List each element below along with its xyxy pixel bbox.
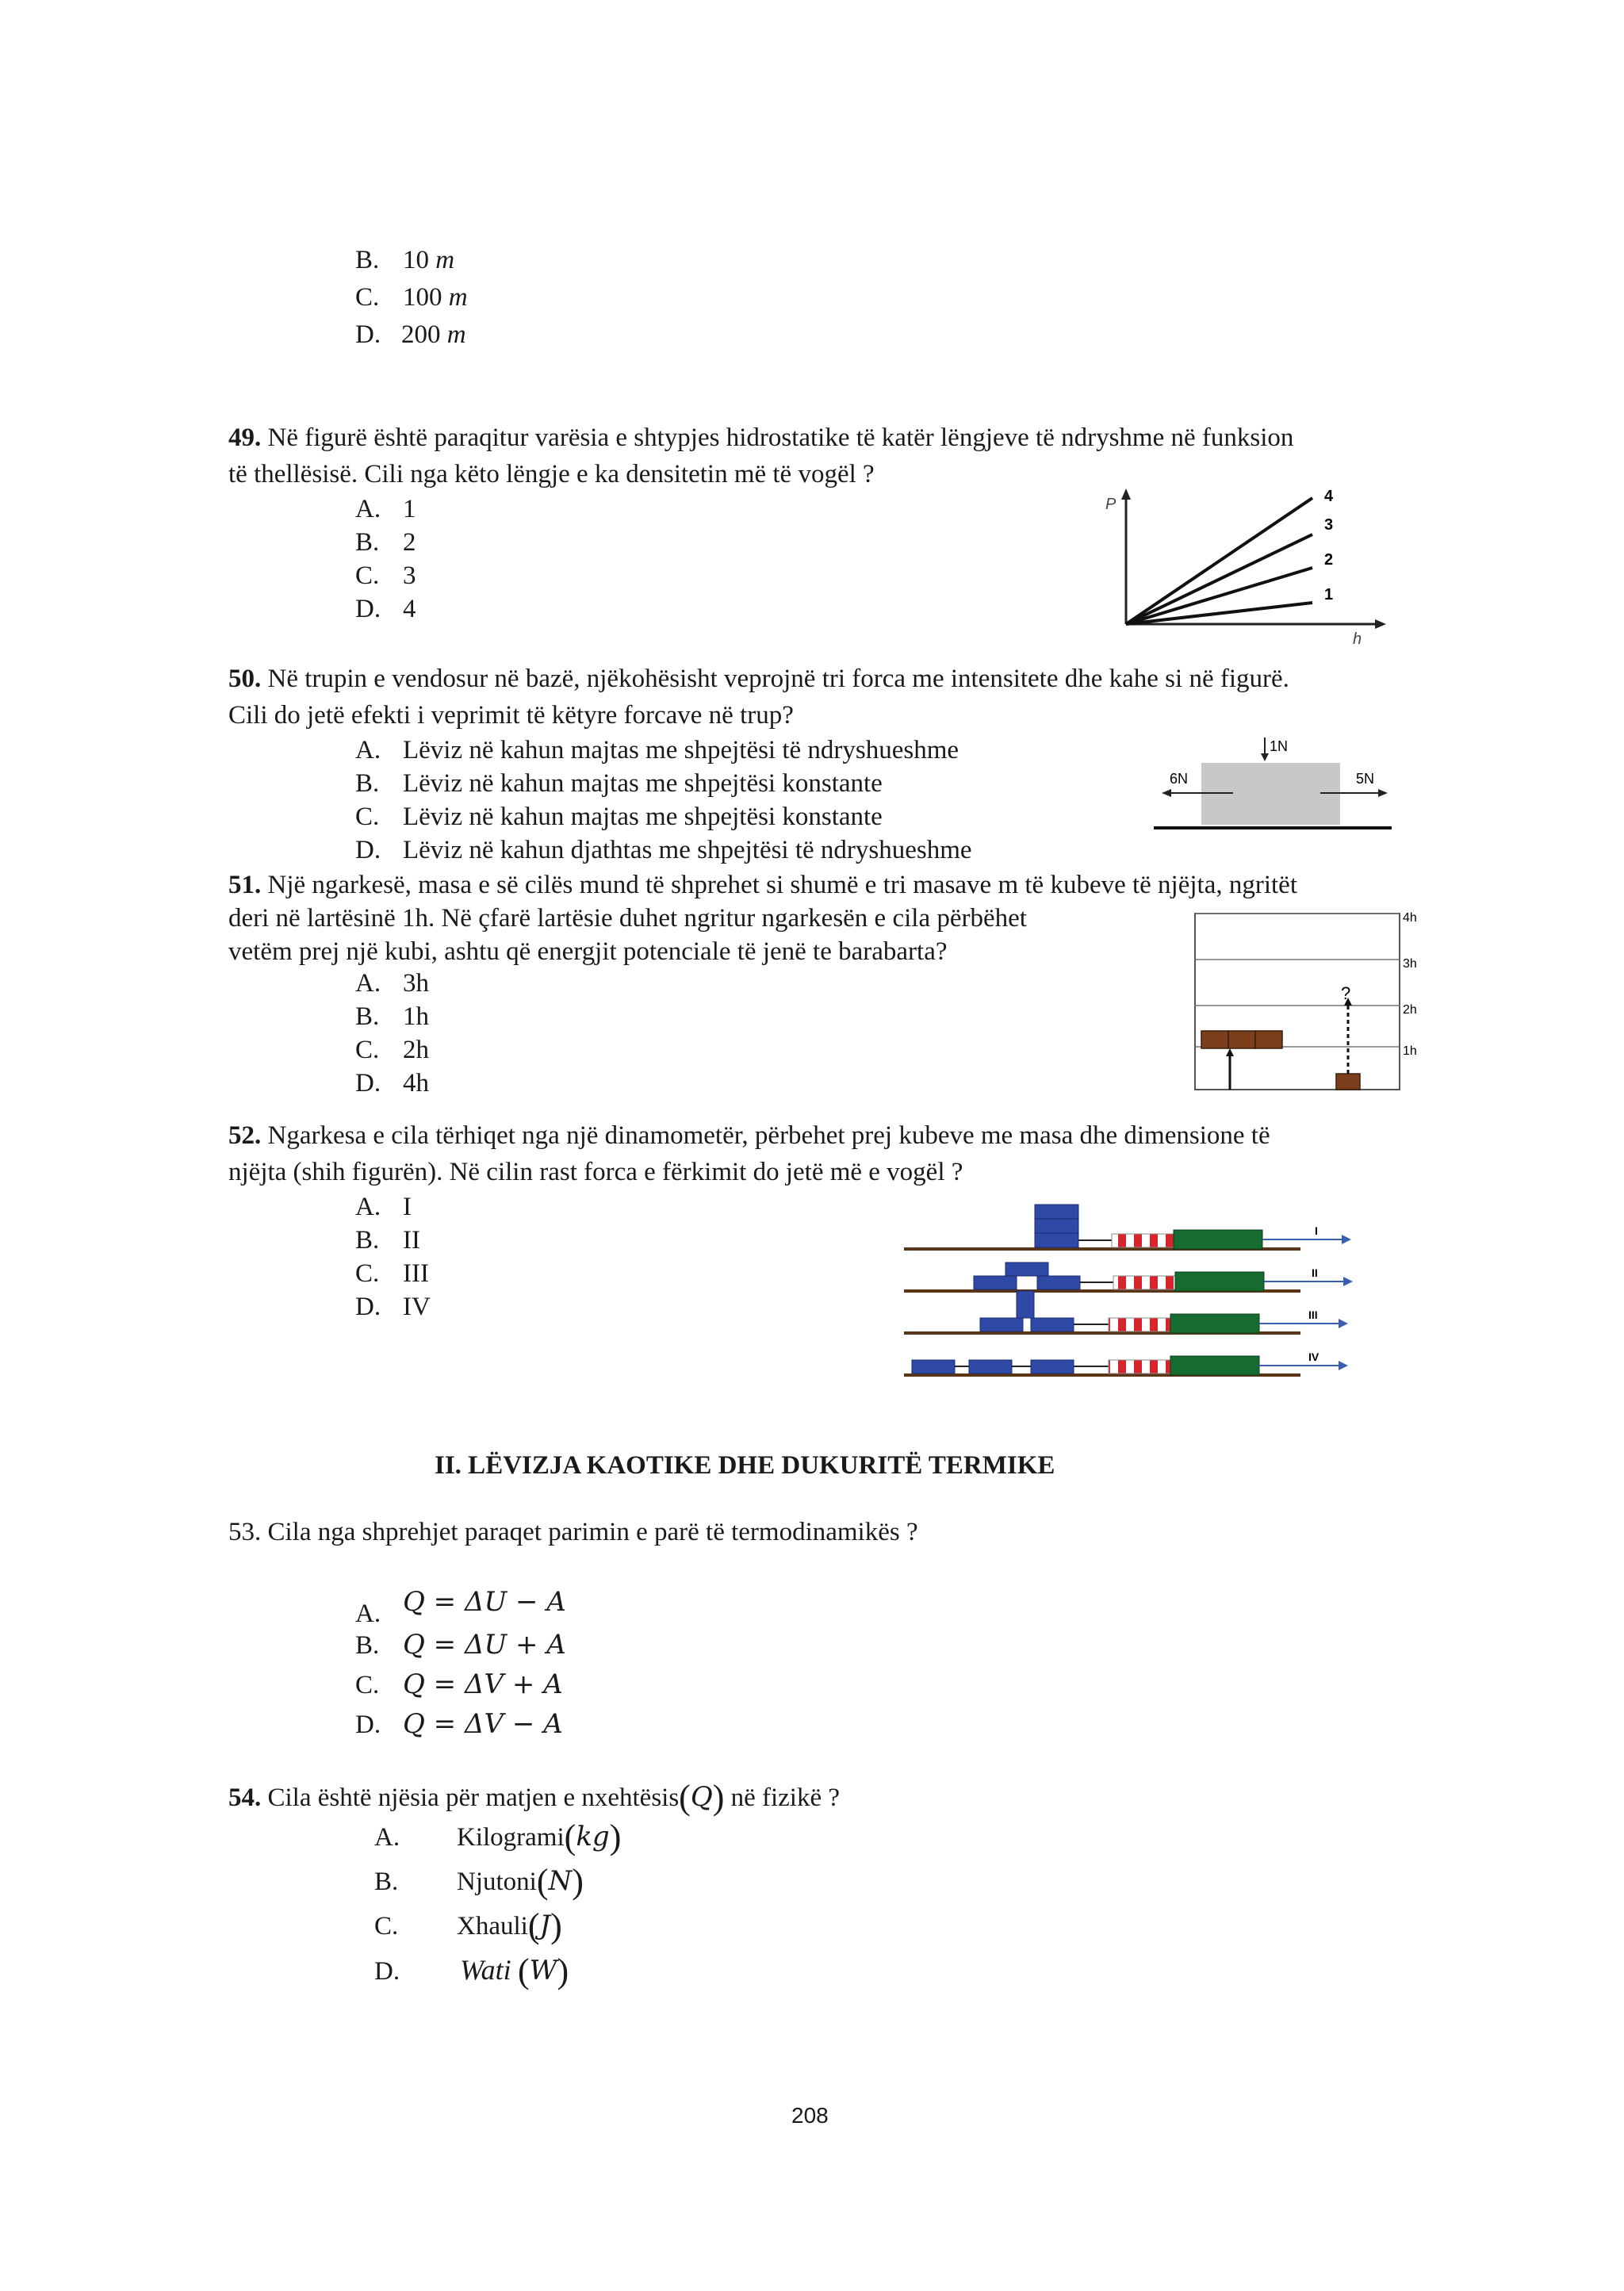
q52-dynamometer-body [1170,1356,1259,1375]
q49-label-3: 3 [1324,516,1334,534]
q52-cube [974,1276,1017,1289]
q52-cube [1035,1233,1078,1247]
q51-cube-2 [1228,1031,1255,1048]
q50-option-d: D. Lëviz në kahun djathtas me shpejtësi të ndryshueshme [355,836,972,864]
q52-friction-figure [904,1201,1364,1400]
q51-option-c: C. 2h [355,1036,429,1064]
q50-forces-figure [1154,731,1408,838]
q51-label-1h: 1h [1403,1044,1417,1058]
q52-option-b: B. II [355,1226,420,1255]
q49-question-line1: 49. Në figurë është paraqitur varësia e shtypjes hidrostatike të katër lëngjeve të ndryshme në funksion [228,423,1294,452]
q49-x-axis-arrow [1375,619,1386,629]
q49-label-1: 1 [1324,586,1334,603]
q49-line-3 [1126,534,1312,624]
q52-option-c: C. III [355,1259,429,1288]
q52-label-ii: II [1312,1266,1318,1279]
q52-pull-arrow-head [1339,1319,1348,1328]
q50-option-a: A. Lëviz në kahun majtas me shpejtësi të ndryshueshme [355,736,959,764]
q49-option-d: D. 4 [355,595,416,623]
q50-arrow-down-head [1261,753,1269,761]
q50-question-line1: 50. Në trupin e vendosur në bazë, njëkohësisht veprojnë tri forca me intensitete dhe kahe si në figurë. [228,665,1289,693]
q48-option-d: D. 200 m [355,320,466,349]
q52-dynamometer [1109,1360,1170,1373]
q49-pressure-depth-figure [1094,485,1396,652]
q52-label-iii: III [1308,1308,1318,1321]
q52-cube [1037,1276,1080,1289]
q50-arrow-left-head [1162,789,1171,797]
q54-option-a: A. Kilogrami(kg) [374,1818,622,1856]
q53-option-d: D. Q = ΔV − A [355,1708,563,1740]
q51-lift-arrow-head [1226,1048,1234,1056]
q52-dynamometer [1113,1276,1175,1289]
q50-label-right: 5N [1356,771,1375,787]
q54-option-c: C. Xhauli(J) [374,1906,562,1945]
q49-question-line2: të thellësisë. Cili nga këto lëngje e ka densitetin më të vogël ? [228,460,875,488]
q53-question: 53. Cila nga shprehjet paraqet parimin e parë të termodinamikës ? [228,1518,918,1546]
q51-question-line1: 51. Një ngarkesë, masa e së cilës mund të shprehet si shumë e tri masave m të kubeve të njëjta, ngritët [228,871,1297,899]
q49-line-2 [1126,568,1312,624]
section-heading: II. LËVIZJA KAOTIKE DHE DUKURITË TERMIKE [435,1451,1055,1480]
q49-option-a: A. 1 [355,495,416,523]
q50-question-line2: Cili do jetë efekti i veprimit të këtyre forcave në trup? [228,701,794,730]
q52-cube [1035,1205,1078,1219]
q52-question-line1: 52. Ngarkesa e cila tërhiqet nga një dinamometër, përbehet prej kubeve me masa dhe dimensione të [228,1121,1270,1150]
q49-label-2: 2 [1324,551,1334,569]
q50-label-left: 6N [1170,771,1189,787]
page-number: 208 [791,2103,829,2128]
q53-option-c: C. Q = ΔV + A [355,1668,563,1700]
q50-option-b: B. Lëviz në kahun majtas me shpejtësi konstante [355,769,883,798]
q52-case-1 [904,1205,1351,1249]
q52-pull-arrow-head [1342,1235,1351,1244]
q50-option-c: C. Lëviz në kahun majtas me shpejtësi konstante [355,803,883,831]
q49-y-axis-arrow [1121,488,1131,500]
q51-option-a: A. 3h [355,969,429,998]
q52-cube [969,1360,1012,1373]
q51-question-mark: ? [1341,983,1351,1003]
q51-label-3h: 3h [1403,957,1417,971]
q51-label-2h: 2h [1403,1003,1417,1017]
q52-option-a: A. I [355,1193,412,1221]
q52-case-3 [904,1291,1348,1333]
q49-label-4: 4 [1324,488,1334,505]
q50-arrow-right-head [1378,789,1388,797]
q52-dynamometer-body [1170,1314,1259,1333]
q51-heights-figure [1193,910,1439,1093]
q51-question-line3: vetëm prej një kubi, ashtu që energjit potenciale të jenë te barabarta? [228,937,948,966]
q51-cube-3 [1255,1031,1282,1048]
q53-option-a: A. Q = ΔU − A [355,1586,566,1628]
q49-option-b: B. 2 [355,528,416,557]
q52-question-line2: njëjta (shih figurën). Në cilin rast forca e fërkimit do jetë më e vogël ? [228,1158,963,1186]
q52-option-d: D. IV [355,1293,431,1321]
q52-dynamometer [1112,1234,1174,1247]
q51-option-d: D. 4h [355,1069,429,1098]
q52-dynamometer-body [1175,1272,1264,1291]
q52-cube [1031,1360,1074,1373]
q49-x-axis-label: h [1353,630,1362,648]
q52-case-2 [904,1262,1353,1291]
q52-cube [980,1318,1023,1331]
q52-pull-arrow-head [1339,1361,1348,1370]
q50-label-top: 1N [1270,738,1289,754]
q52-label-i: I [1315,1224,1318,1237]
q48-option-b: B. 10 m [355,246,455,274]
q49-y-axis-label: P [1105,496,1116,513]
q51-option-b: B. 1h [355,1002,429,1031]
q52-dynamometer [1109,1318,1170,1331]
q53-option-b: B. Q = ΔU + A [355,1629,566,1661]
q51-single-cube [1336,1074,1360,1090]
q52-cube [1017,1291,1034,1318]
q51-frame [1195,914,1400,1090]
q54-option-d: D. Wati (W) [374,1952,569,1990]
q51-label-4h: 4h [1403,911,1417,925]
q52-label-iv: IV [1308,1350,1320,1363]
q52-cube [1005,1262,1048,1276]
q49-option-c: C. 3 [355,561,416,590]
q52-dynamometer-body [1174,1230,1262,1249]
q48-option-c: C. 100 m [355,283,468,312]
q54-question: 54. Cila është njësia për matjen e nxehtësis(Q) në fizikë ? [228,1778,841,1817]
q51-question-line2: deri në lartësinë 1h. Në çfarë lartësie duhet ngritur ngarkesën e cila përbëhet [228,904,1027,933]
q52-case-4 [904,1350,1348,1375]
q52-cube [1031,1318,1074,1331]
q51-cube-1 [1201,1031,1228,1048]
q52-cube [1035,1219,1078,1233]
q54-option-b: B. Njutoni(N) [374,1862,584,1901]
q52-pull-arrow-head [1343,1277,1353,1286]
q52-cube [912,1360,955,1373]
